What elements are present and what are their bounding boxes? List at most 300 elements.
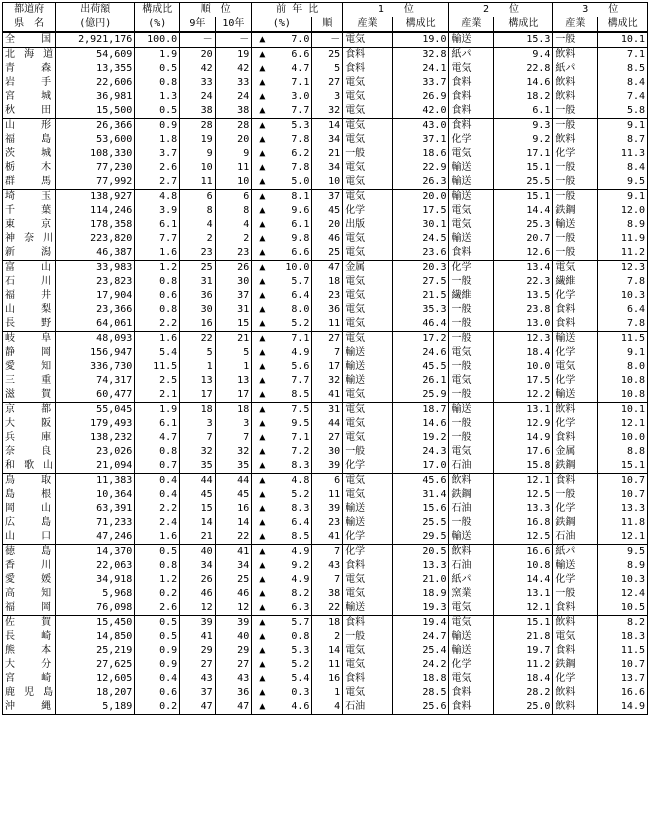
rank-10: 34 bbox=[215, 559, 252, 573]
industry-2: 一般 bbox=[449, 275, 494, 289]
yoy-rank: 37 bbox=[312, 190, 343, 205]
rank-9: 46 bbox=[180, 587, 215, 601]
rank-10: 40 bbox=[215, 630, 252, 644]
yoy-rank: 44 bbox=[312, 417, 343, 431]
prefecture-name: 新潟 bbox=[3, 246, 56, 261]
industry-1-ratio: 17.5 bbox=[392, 204, 449, 218]
table-row bbox=[3, 530, 648, 545]
industry-3-ratio: 11.8 bbox=[598, 516, 648, 530]
industry-3: 紙パ bbox=[553, 62, 598, 76]
table-row bbox=[3, 516, 648, 530]
industry-1-ratio: 32.8 bbox=[392, 48, 449, 63]
industry-2-ratio: 17.1 bbox=[494, 147, 553, 161]
rank-9: 38 bbox=[180, 104, 215, 119]
decrease-mark: ▲ bbox=[252, 672, 271, 686]
industry-3-ratio: 10.1 bbox=[598, 32, 648, 48]
header-industry-2: 2 位 bbox=[449, 3, 553, 18]
industry-3-ratio: 8.8 bbox=[598, 445, 648, 459]
industry-1: 一般 bbox=[343, 630, 393, 644]
yoy-rank: 27 bbox=[312, 76, 343, 90]
yoy-change: 3.0 bbox=[271, 90, 312, 104]
industry-2-ratio: 28.2 bbox=[494, 686, 553, 700]
prefecture-name: 鹿児島 bbox=[3, 686, 56, 700]
shipment-value: 23,366 bbox=[56, 303, 135, 317]
table-row bbox=[3, 232, 648, 246]
industry-2: 輸送 bbox=[449, 175, 494, 190]
shipment-value: 15,500 bbox=[56, 104, 135, 119]
industry-2: 一般 bbox=[449, 317, 494, 332]
shipment-value: 47,246 bbox=[56, 530, 135, 545]
industry-1: 電気 bbox=[343, 32, 393, 48]
rank-9: 21 bbox=[180, 530, 215, 545]
industry-3-ratio: 8.7 bbox=[598, 133, 648, 147]
yoy-rank: 4 bbox=[312, 700, 343, 715]
industry-2-ratio: 21.8 bbox=[494, 630, 553, 644]
industry-3: 飲料 bbox=[553, 90, 598, 104]
industry-3: 鉄鋼 bbox=[553, 516, 598, 530]
composition-ratio: 0.5 bbox=[135, 62, 180, 76]
industry-1: 電気 bbox=[343, 317, 393, 332]
shipment-value: 223,820 bbox=[56, 232, 135, 246]
table-row bbox=[3, 587, 648, 601]
industry-3-ratio: 6.4 bbox=[598, 303, 648, 317]
industry-1: 電気 bbox=[343, 474, 393, 489]
prefecture-name: 茨城 bbox=[3, 147, 56, 161]
prefecture-name: 兵庫 bbox=[3, 431, 56, 445]
table-row bbox=[3, 360, 648, 374]
decrease-mark: ▲ bbox=[252, 62, 271, 76]
decrease-mark: ▲ bbox=[252, 403, 271, 418]
yoy-rank: 7 bbox=[312, 545, 343, 560]
industry-3-ratio: 10.7 bbox=[598, 658, 648, 672]
rank-9: 17 bbox=[180, 388, 215, 403]
industry-2: 電気 bbox=[449, 445, 494, 459]
industry-2-ratio: 12.9 bbox=[494, 417, 553, 431]
rank-9: 39 bbox=[180, 616, 215, 631]
shipment-value: 156,947 bbox=[56, 346, 135, 360]
rank-9: 24 bbox=[180, 90, 215, 104]
industry-3: 飲料 bbox=[553, 76, 598, 90]
composition-ratio: 1.6 bbox=[135, 332, 180, 347]
composition-ratio: 0.8 bbox=[135, 76, 180, 90]
industry-3: 一般 bbox=[553, 119, 598, 134]
yoy-rank: 45 bbox=[312, 204, 343, 218]
shipment-value: 23,026 bbox=[56, 445, 135, 459]
industry-3-ratio: 10.8 bbox=[598, 388, 648, 403]
industry-2-ratio: 14.4 bbox=[494, 204, 553, 218]
industry-3: 化学 bbox=[553, 147, 598, 161]
yoy-rank: 1 bbox=[312, 686, 343, 700]
shipment-value: 63,391 bbox=[56, 502, 135, 516]
industry-2: 鉄鋼 bbox=[449, 488, 494, 502]
yoy-rank: 17 bbox=[312, 360, 343, 374]
shipment-value: 11,383 bbox=[56, 474, 135, 489]
table-row bbox=[3, 104, 648, 119]
table-row bbox=[3, 119, 648, 134]
table-row bbox=[3, 488, 648, 502]
decrease-mark: ▲ bbox=[252, 317, 271, 332]
yoy-rank: 23 bbox=[312, 516, 343, 530]
rank-9: 37 bbox=[180, 686, 215, 700]
header-industry-3-ratio: 構成比 bbox=[598, 17, 648, 32]
industry-1: 一般 bbox=[343, 147, 393, 161]
yoy-rank: 18 bbox=[312, 275, 343, 289]
composition-ratio: 2.6 bbox=[135, 601, 180, 616]
decrease-mark: ▲ bbox=[252, 119, 271, 134]
rank-9: 43 bbox=[180, 672, 215, 686]
rank-10: 36 bbox=[215, 686, 252, 700]
prefecture-name: 福井 bbox=[3, 289, 56, 303]
industry-3-ratio: 10.8 bbox=[598, 374, 648, 388]
table-row bbox=[3, 289, 648, 303]
composition-ratio: 0.9 bbox=[135, 658, 180, 672]
rank-9: 4 bbox=[180, 218, 215, 232]
header-industry-2-ratio: 構成比 bbox=[494, 17, 553, 32]
industry-2: 電気 bbox=[449, 218, 494, 232]
industry-3: 食料 bbox=[553, 601, 598, 616]
industry-3-ratio: 8.9 bbox=[598, 218, 648, 232]
table-row bbox=[3, 246, 648, 261]
industry-2-ratio: 15.3 bbox=[494, 32, 553, 48]
yoy-rank: 23 bbox=[312, 289, 343, 303]
industry-3-ratio: 15.1 bbox=[598, 459, 648, 474]
industry-1: 化学 bbox=[343, 459, 393, 474]
decrease-mark: ▲ bbox=[252, 289, 271, 303]
industry-1-ratio: 26.9 bbox=[392, 90, 449, 104]
industry-3: 繊維 bbox=[553, 275, 598, 289]
industry-3: 鉄鋼 bbox=[553, 459, 598, 474]
industry-2: 一般 bbox=[449, 417, 494, 431]
industry-2: 電気 bbox=[449, 672, 494, 686]
industry-3-ratio: 7.8 bbox=[598, 275, 648, 289]
industry-3: 輸送 bbox=[553, 332, 598, 347]
industry-1-ratio: 19.0 bbox=[392, 32, 449, 48]
industry-2: 輸送 bbox=[449, 32, 494, 48]
industry-2: 化学 bbox=[449, 261, 494, 276]
industry-1: 石油 bbox=[343, 700, 393, 715]
rank-10: 43 bbox=[215, 672, 252, 686]
table-row bbox=[3, 616, 648, 631]
industry-1: 電気 bbox=[343, 161, 393, 175]
industry-3: 化学 bbox=[553, 417, 598, 431]
industry-3-ratio: 8.0 bbox=[598, 360, 648, 374]
shipment-value: 5,189 bbox=[56, 700, 135, 715]
industry-3-ratio: 12.1 bbox=[598, 530, 648, 545]
industry-1: 輸送 bbox=[343, 601, 393, 616]
prefecture-name: 大分 bbox=[3, 658, 56, 672]
industry-1-ratio: 31.4 bbox=[392, 488, 449, 502]
industry-3: 一般 bbox=[553, 190, 598, 205]
industry-2-ratio: 12.1 bbox=[494, 601, 553, 616]
header-prefecture: 都道府 bbox=[3, 3, 56, 18]
composition-ratio: 1.8 bbox=[135, 133, 180, 147]
industry-2-ratio: 14.6 bbox=[494, 76, 553, 90]
rank-9: 36 bbox=[180, 289, 215, 303]
industry-1-ratio: 18.8 bbox=[392, 672, 449, 686]
industry-1: 電気 bbox=[343, 587, 393, 601]
industry-1-ratio: 20.0 bbox=[392, 190, 449, 205]
header-industry-3: 3 位 bbox=[553, 3, 648, 18]
industry-3-ratio: 13.3 bbox=[598, 502, 648, 516]
shipment-value: 179,493 bbox=[56, 417, 135, 431]
table-row bbox=[3, 332, 648, 347]
composition-ratio: 1.9 bbox=[135, 403, 180, 418]
composition-ratio: 1.2 bbox=[135, 573, 180, 587]
prefecture-name: 岐阜 bbox=[3, 332, 56, 347]
prefecture-name: 富山 bbox=[3, 261, 56, 276]
industry-2: 一般 bbox=[449, 360, 494, 374]
industry-1-ratio: 25.6 bbox=[392, 700, 449, 715]
rank-10: 39 bbox=[215, 616, 252, 631]
industry-1: 電気 bbox=[343, 431, 393, 445]
header-shipment: 出荷額 bbox=[56, 3, 135, 18]
industry-2: 食料 bbox=[449, 119, 494, 134]
industry-2: 紙パ bbox=[449, 48, 494, 63]
rank-10: 41 bbox=[215, 545, 252, 560]
table-row bbox=[3, 658, 648, 672]
prefecture-name: 北海道 bbox=[3, 48, 56, 63]
industry-1: 輸送 bbox=[343, 360, 393, 374]
rank-9: 44 bbox=[180, 474, 215, 489]
decrease-mark: ▲ bbox=[252, 644, 271, 658]
composition-ratio: 7.7 bbox=[135, 232, 180, 246]
shipment-value: 27,625 bbox=[56, 658, 135, 672]
header-yoy: 前 年 比 bbox=[252, 3, 343, 18]
industry-1-ratio: 20.3 bbox=[392, 261, 449, 276]
header-row-2 bbox=[3, 17, 648, 32]
yoy-change: 4.6 bbox=[271, 700, 312, 715]
decrease-mark: ▲ bbox=[252, 133, 271, 147]
rank-10: 25 bbox=[215, 573, 252, 587]
yoy-change: 8.3 bbox=[271, 502, 312, 516]
industry-3-ratio: 8.2 bbox=[598, 616, 648, 631]
yoy-change: 7.7 bbox=[271, 374, 312, 388]
rank-10: 26 bbox=[215, 261, 252, 276]
industry-1-ratio: 21.5 bbox=[392, 289, 449, 303]
decrease-mark: ▲ bbox=[252, 658, 271, 672]
composition-ratio: 0.8 bbox=[135, 559, 180, 573]
industry-3: 一般 bbox=[553, 32, 598, 48]
decrease-mark: ▲ bbox=[252, 147, 271, 161]
yoy-change: 4.9 bbox=[271, 346, 312, 360]
rank-10: 18 bbox=[215, 403, 252, 418]
industry-2-ratio: 12.1 bbox=[494, 474, 553, 489]
industry-1: 電気 bbox=[343, 104, 393, 119]
decrease-mark: ▲ bbox=[252, 175, 271, 190]
table-row bbox=[3, 417, 648, 431]
table-row bbox=[3, 76, 648, 90]
industry-3-ratio: 8.4 bbox=[598, 161, 648, 175]
industry-2-ratio: 9.4 bbox=[494, 48, 553, 63]
table-row bbox=[3, 32, 648, 48]
industry-2-ratio: 12.3 bbox=[494, 332, 553, 347]
prefecture-name: 香川 bbox=[3, 559, 56, 573]
industry-1-ratio: 29.5 bbox=[392, 530, 449, 545]
prefecture-name: 宮崎 bbox=[3, 672, 56, 686]
yoy-change: 6.4 bbox=[271, 516, 312, 530]
industry-3: 飲料 bbox=[553, 48, 598, 63]
rank-10: 22 bbox=[215, 530, 252, 545]
industry-1-ratio: 25.5 bbox=[392, 516, 449, 530]
yoy-rank: 41 bbox=[312, 388, 343, 403]
industry-1-ratio: 23.6 bbox=[392, 246, 449, 261]
rank-9: 27 bbox=[180, 658, 215, 672]
yoy-rank: 31 bbox=[312, 403, 343, 418]
industry-3: 食料 bbox=[553, 303, 598, 317]
rank-9: 2 bbox=[180, 232, 215, 246]
rank-10: 45 bbox=[215, 488, 252, 502]
yoy-change: 7.1 bbox=[271, 431, 312, 445]
industry-1: 輸送 bbox=[343, 516, 393, 530]
table-row bbox=[3, 261, 648, 276]
rank-9: 34 bbox=[180, 559, 215, 573]
decrease-mark: ▲ bbox=[252, 417, 271, 431]
industry-3: 飲料 bbox=[553, 133, 598, 147]
industry-1: 電気 bbox=[343, 644, 393, 658]
industry-2: 電気 bbox=[449, 204, 494, 218]
industry-1-ratio: 45.5 bbox=[392, 360, 449, 374]
industry-2-ratio: 23.8 bbox=[494, 303, 553, 317]
yoy-rank: 7 bbox=[312, 573, 343, 587]
rank-9: 16 bbox=[180, 317, 215, 332]
industry-2: 食料 bbox=[449, 76, 494, 90]
yoy-change: 7.1 bbox=[271, 76, 312, 90]
table-row bbox=[3, 672, 648, 686]
decrease-mark: ▲ bbox=[252, 48, 271, 63]
prefecture-name: 滋賀 bbox=[3, 388, 56, 403]
composition-ratio: 11.5 bbox=[135, 360, 180, 374]
yoy-rank: 39 bbox=[312, 459, 343, 474]
yoy-change: 5.2 bbox=[271, 317, 312, 332]
composition-ratio: 0.5 bbox=[135, 545, 180, 560]
yoy-rank: 14 bbox=[312, 119, 343, 134]
yoy-rank: 34 bbox=[312, 133, 343, 147]
industry-2: 一般 bbox=[449, 303, 494, 317]
shipment-value: 36,981 bbox=[56, 90, 135, 104]
composition-ratio: 0.8 bbox=[135, 303, 180, 317]
industry-1-ratio: 24.5 bbox=[392, 232, 449, 246]
rank-10: 42 bbox=[215, 62, 252, 76]
decrease-mark: ▲ bbox=[252, 559, 271, 573]
rank-10: 32 bbox=[215, 445, 252, 459]
industry-2-ratio: 15.1 bbox=[494, 161, 553, 175]
industry-3: 一般 bbox=[553, 161, 598, 175]
rank-10: 9 bbox=[215, 147, 252, 161]
industry-2-ratio: 6.1 bbox=[494, 104, 553, 119]
industry-2: 石油 bbox=[449, 559, 494, 573]
yoy-change: 7.8 bbox=[271, 161, 312, 175]
yoy-rank: 41 bbox=[312, 530, 343, 545]
industry-2-ratio: 13.4 bbox=[494, 261, 553, 276]
table-row bbox=[3, 90, 648, 104]
prefecture-name: 山梨 bbox=[3, 303, 56, 317]
prefecture-name: 栃木 bbox=[3, 161, 56, 175]
decrease-mark: ▲ bbox=[252, 530, 271, 545]
industry-2: 石油 bbox=[449, 502, 494, 516]
prefecture-name: 神奈川 bbox=[3, 232, 56, 246]
header-yoy-pct: (%) bbox=[252, 17, 312, 32]
industry-1-ratio: 42.0 bbox=[392, 104, 449, 119]
composition-ratio: 0.2 bbox=[135, 700, 180, 715]
industry-3-ratio: 9.5 bbox=[598, 545, 648, 560]
rank-10: 46 bbox=[215, 587, 252, 601]
industry-1-ratio: 17.2 bbox=[392, 332, 449, 347]
shipment-value: 12,605 bbox=[56, 672, 135, 686]
header-rank: 順 位 bbox=[180, 3, 252, 18]
yoy-change: 8.1 bbox=[271, 190, 312, 205]
industry-1: 電気 bbox=[343, 403, 393, 418]
yoy-change: 7.5 bbox=[271, 403, 312, 418]
industry-3: 食料 bbox=[553, 474, 598, 489]
yoy-rank: 25 bbox=[312, 48, 343, 63]
yoy-rank: 30 bbox=[312, 445, 343, 459]
industry-3-ratio: 10.5 bbox=[598, 601, 648, 616]
yoy-change: 7.7 bbox=[271, 104, 312, 119]
shipment-value: 53,600 bbox=[56, 133, 135, 147]
table-row bbox=[3, 700, 648, 715]
composition-ratio: 2.5 bbox=[135, 374, 180, 388]
industry-3: 一般 bbox=[553, 488, 598, 502]
shipment-value: 138,232 bbox=[56, 431, 135, 445]
industry-2-ratio: 12.6 bbox=[494, 246, 553, 261]
table-row bbox=[3, 630, 648, 644]
decrease-mark: ▲ bbox=[252, 686, 271, 700]
prefecture-name: 高知 bbox=[3, 587, 56, 601]
decrease-mark: ▲ bbox=[252, 630, 271, 644]
header-yoy-rank: 順 bbox=[312, 17, 343, 32]
prefecture-name: 山形 bbox=[3, 119, 56, 134]
rank-10: 16 bbox=[215, 502, 252, 516]
rank-9: 7 bbox=[180, 431, 215, 445]
rank-9: 28 bbox=[180, 119, 215, 134]
industry-3: 一般 bbox=[553, 104, 598, 119]
shipment-value: 71,233 bbox=[56, 516, 135, 530]
composition-ratio: 4.8 bbox=[135, 190, 180, 205]
industry-1-ratio: 13.3 bbox=[392, 559, 449, 573]
rank-10: － bbox=[215, 32, 252, 48]
industry-1: 電気 bbox=[343, 332, 393, 347]
rank-9: 10 bbox=[180, 161, 215, 175]
shipment-value: 34,918 bbox=[56, 573, 135, 587]
yoy-change: 8.0 bbox=[271, 303, 312, 317]
shipment-value: 22,606 bbox=[56, 76, 135, 90]
prefecture-name: 埼玉 bbox=[3, 190, 56, 205]
shipment-value: 25,219 bbox=[56, 644, 135, 658]
industry-3: 飲料 bbox=[553, 616, 598, 631]
shipment-value: 60,477 bbox=[56, 388, 135, 403]
industry-1: 電気 bbox=[343, 76, 393, 90]
composition-ratio: 1.9 bbox=[135, 48, 180, 63]
prefecture-name: 長野 bbox=[3, 317, 56, 332]
composition-ratio: 0.4 bbox=[135, 672, 180, 686]
industry-3-ratio: 9.1 bbox=[598, 119, 648, 134]
industry-2: 一般 bbox=[449, 388, 494, 403]
industry-2-ratio: 10.0 bbox=[494, 360, 553, 374]
composition-ratio: 0.2 bbox=[135, 587, 180, 601]
header-industry-1-ratio: 構成比 bbox=[392, 17, 449, 32]
industry-2-ratio: 22.3 bbox=[494, 275, 553, 289]
yoy-rank: 7 bbox=[312, 346, 343, 360]
industry-3: 化学 bbox=[553, 289, 598, 303]
industry-2-ratio: 14.4 bbox=[494, 573, 553, 587]
yoy-change: 8.2 bbox=[271, 587, 312, 601]
yoy-change: 0.3 bbox=[271, 686, 312, 700]
decrease-mark: ▲ bbox=[252, 488, 271, 502]
industry-3: 化学 bbox=[553, 374, 598, 388]
industry-3: 石油 bbox=[553, 530, 598, 545]
industry-2: 輸送 bbox=[449, 232, 494, 246]
industry-1-ratio: 26.1 bbox=[392, 374, 449, 388]
